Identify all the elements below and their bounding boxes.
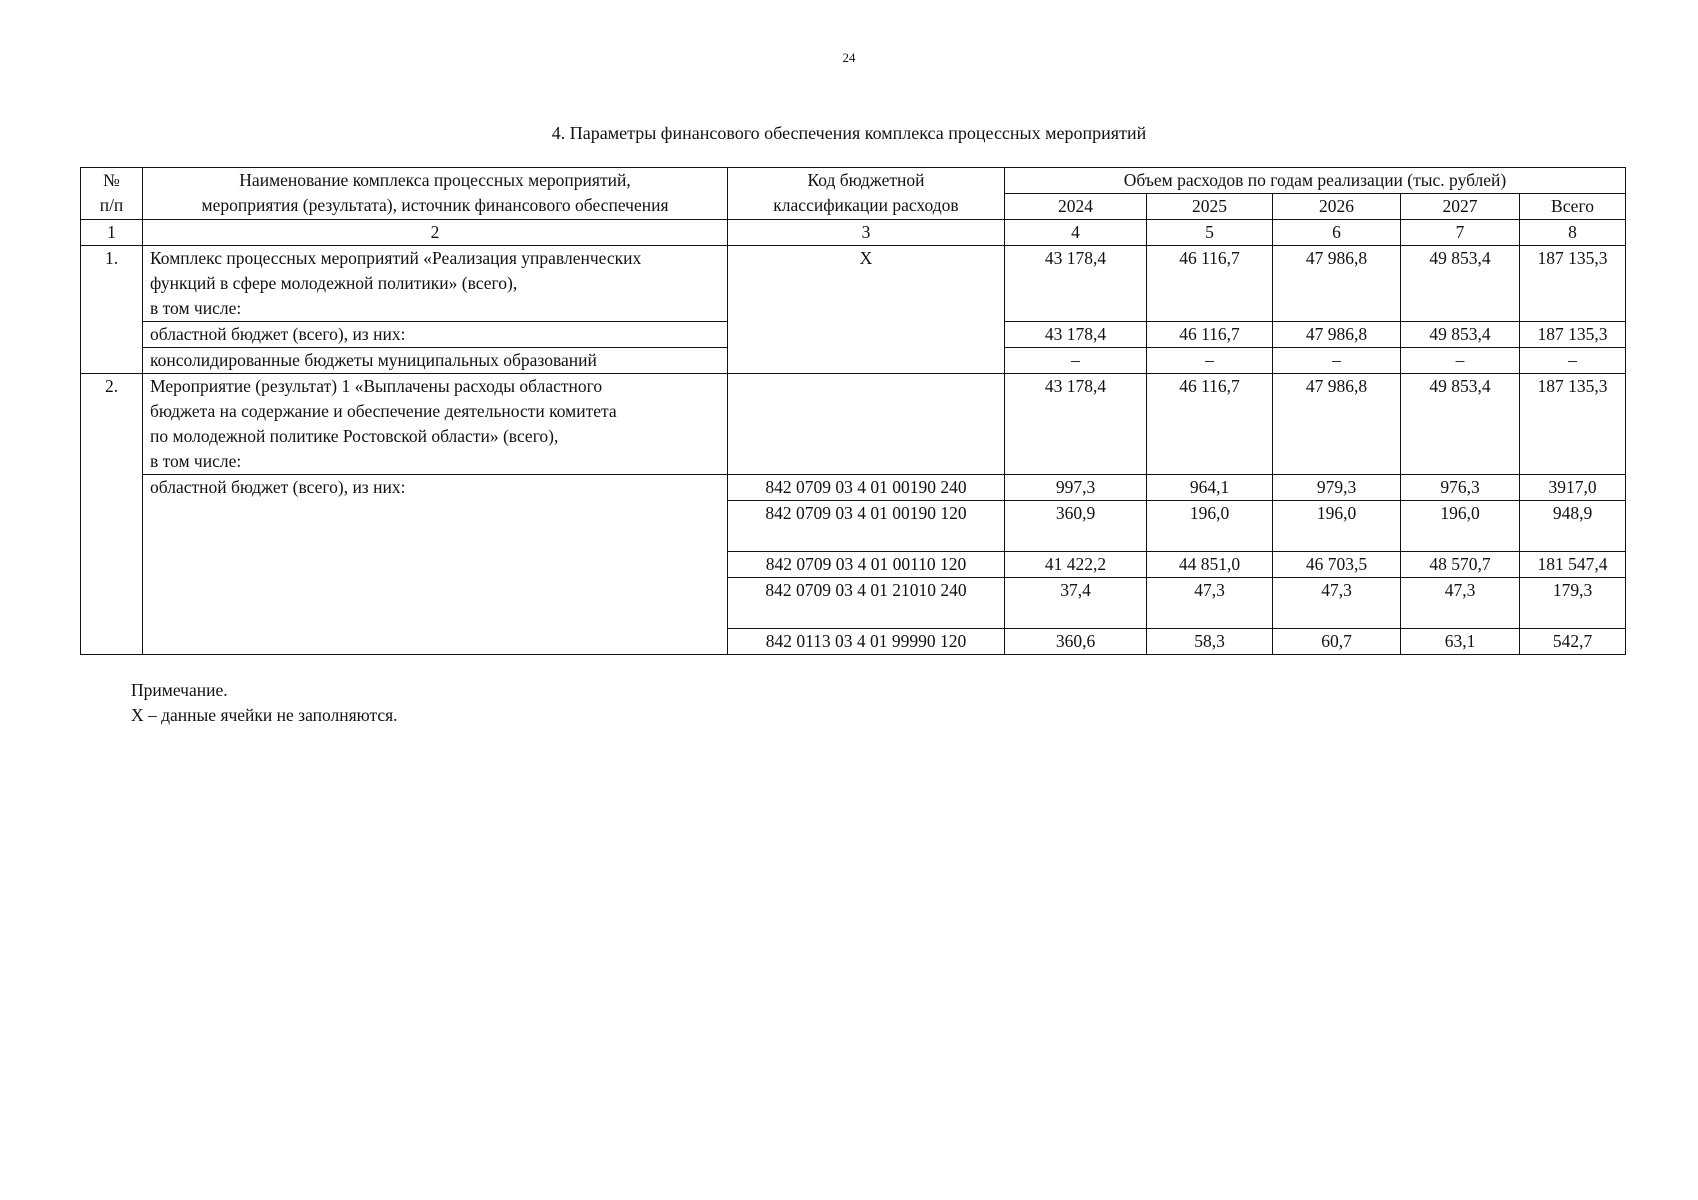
value-cell: 47 986,8: [1273, 322, 1401, 348]
value-cell: 979,3: [1273, 475, 1401, 501]
row-number: 2.: [81, 374, 143, 655]
value-cell: 46 703,5: [1273, 552, 1401, 578]
column-number: 6: [1273, 220, 1401, 246]
budget-code: 842 0709 03 4 01 00110 120: [728, 552, 1005, 578]
value-cell: –: [1005, 348, 1147, 374]
budget-code: 842 0709 03 4 01 21010 240: [728, 578, 1005, 629]
value-cell: 181 547,4: [1520, 552, 1626, 578]
value-cell: 964,1: [1147, 475, 1273, 501]
value-cell: 3917,0: [1520, 475, 1626, 501]
value-cell: –: [1401, 348, 1520, 374]
header-row: [81, 168, 1626, 194]
row-number: 1.: [81, 246, 143, 374]
value-cell: 44 851,0: [1147, 552, 1273, 578]
column-numbers-row: [81, 220, 1626, 246]
note: [131, 678, 398, 728]
value-cell: 948,9: [1520, 501, 1626, 552]
value-cell: 46 116,7: [1147, 246, 1273, 322]
value-cell: 47,3: [1273, 578, 1401, 629]
value-cell: 187 135,3: [1520, 322, 1626, 348]
table-row: [81, 374, 1626, 475]
column-number: 8: [1520, 220, 1626, 246]
budget-code: 842 0113 03 4 01 99990 120: [728, 629, 1005, 655]
column-number: 2: [143, 220, 728, 246]
value-cell: –: [1273, 348, 1401, 374]
header-total: Всего: [1520, 194, 1626, 220]
value-cell: 43 178,4: [1005, 322, 1147, 348]
header-year: 2026: [1273, 194, 1401, 220]
value-cell: 997,3: [1005, 475, 1147, 501]
value-cell: –: [1147, 348, 1273, 374]
column-number: 3: [728, 220, 1005, 246]
value-cell: 46 116,7: [1147, 322, 1273, 348]
table-row: [81, 246, 1626, 322]
value-cell: 63,1: [1401, 629, 1520, 655]
value-cell: 196,0: [1273, 501, 1401, 552]
page-number: 24: [842, 50, 856, 65]
value-cell: 48 570,7: [1401, 552, 1520, 578]
section-title: 4. Параметры финансового обеспечения комплекса процессных мероприятий: [551, 123, 1147, 143]
measure-name: Мероприятие (результат) 1 «Выплачены расходы областного бюджета на содержание и обеспечение деятельности комитета по молодежной политике Ростовской области» (всего), в том числе:: [143, 374, 728, 475]
value-cell: 58,3: [1147, 629, 1273, 655]
value-cell: 976,3: [1401, 475, 1520, 501]
value-cell: 37,4: [1005, 578, 1147, 629]
value-cell: 60,7: [1273, 629, 1401, 655]
table-row: [81, 475, 1626, 501]
regional-budget-label: областной бюджет (всего), из них:: [143, 322, 728, 348]
header-number: № п/п: [81, 168, 143, 220]
value-cell: 49 853,4: [1401, 322, 1520, 348]
header-year: 2024: [1005, 194, 1147, 220]
column-number: 4: [1005, 220, 1147, 246]
column-number: 1: [81, 220, 143, 246]
value-cell: 47,3: [1147, 578, 1273, 629]
value-cell: 187 135,3: [1520, 374, 1626, 475]
header-year: 2027: [1401, 194, 1520, 220]
column-number: 5: [1147, 220, 1273, 246]
value-cell: 542,7: [1520, 629, 1626, 655]
value-cell: 49 853,4: [1401, 374, 1520, 475]
value-cell: 360,6: [1005, 629, 1147, 655]
value-cell: 196,0: [1147, 501, 1273, 552]
note-title: Примечание.: [131, 680, 228, 700]
value-cell: 46 116,7: [1147, 374, 1273, 475]
municipal-budget-label: консолидированные бюджеты муниципальных образований: [143, 348, 728, 374]
regional-budget-label: областной бюджет (всего), из них:: [143, 475, 728, 655]
value-cell: 43 178,4: [1005, 374, 1147, 475]
value-cell: 47 986,8: [1273, 374, 1401, 475]
header-volume: Объем расходов по годам реализации (тыс. рублей): [1005, 168, 1626, 194]
value-cell: 49 853,4: [1401, 246, 1520, 322]
value-cell: 196,0: [1401, 501, 1520, 552]
budget-code: X: [728, 246, 1005, 374]
note-text: X – данные ячейки не заполняются.: [131, 705, 398, 725]
value-cell: 47 986,8: [1273, 246, 1401, 322]
header-code: Код бюджетной классификации расходов: [728, 168, 1005, 220]
complex-name: Комплекс процессных мероприятий «Реализация управленческих функций в сфере молодежной политики» (всего), в том числе:: [143, 246, 728, 322]
value-cell: 43 178,4: [1005, 246, 1147, 322]
column-number: 7: [1401, 220, 1520, 246]
financing-table: [80, 167, 1626, 655]
value-cell: 360,9: [1005, 501, 1147, 552]
value-cell: 179,3: [1520, 578, 1626, 629]
value-cell: 41 422,2: [1005, 552, 1147, 578]
budget-code: 842 0709 03 4 01 00190 120: [728, 501, 1005, 552]
budget-code: 842 0709 03 4 01 00190 240: [728, 475, 1005, 501]
value-cell: 187 135,3: [1520, 246, 1626, 322]
header-year: 2025: [1147, 194, 1273, 220]
value-cell: 47,3: [1401, 578, 1520, 629]
value-cell: –: [1520, 348, 1626, 374]
header-name: Наименование комплекса процессных мероприятий, мероприятия (результата), источник финансового обеспечения: [143, 168, 728, 220]
budget-code-empty: [728, 374, 1005, 475]
